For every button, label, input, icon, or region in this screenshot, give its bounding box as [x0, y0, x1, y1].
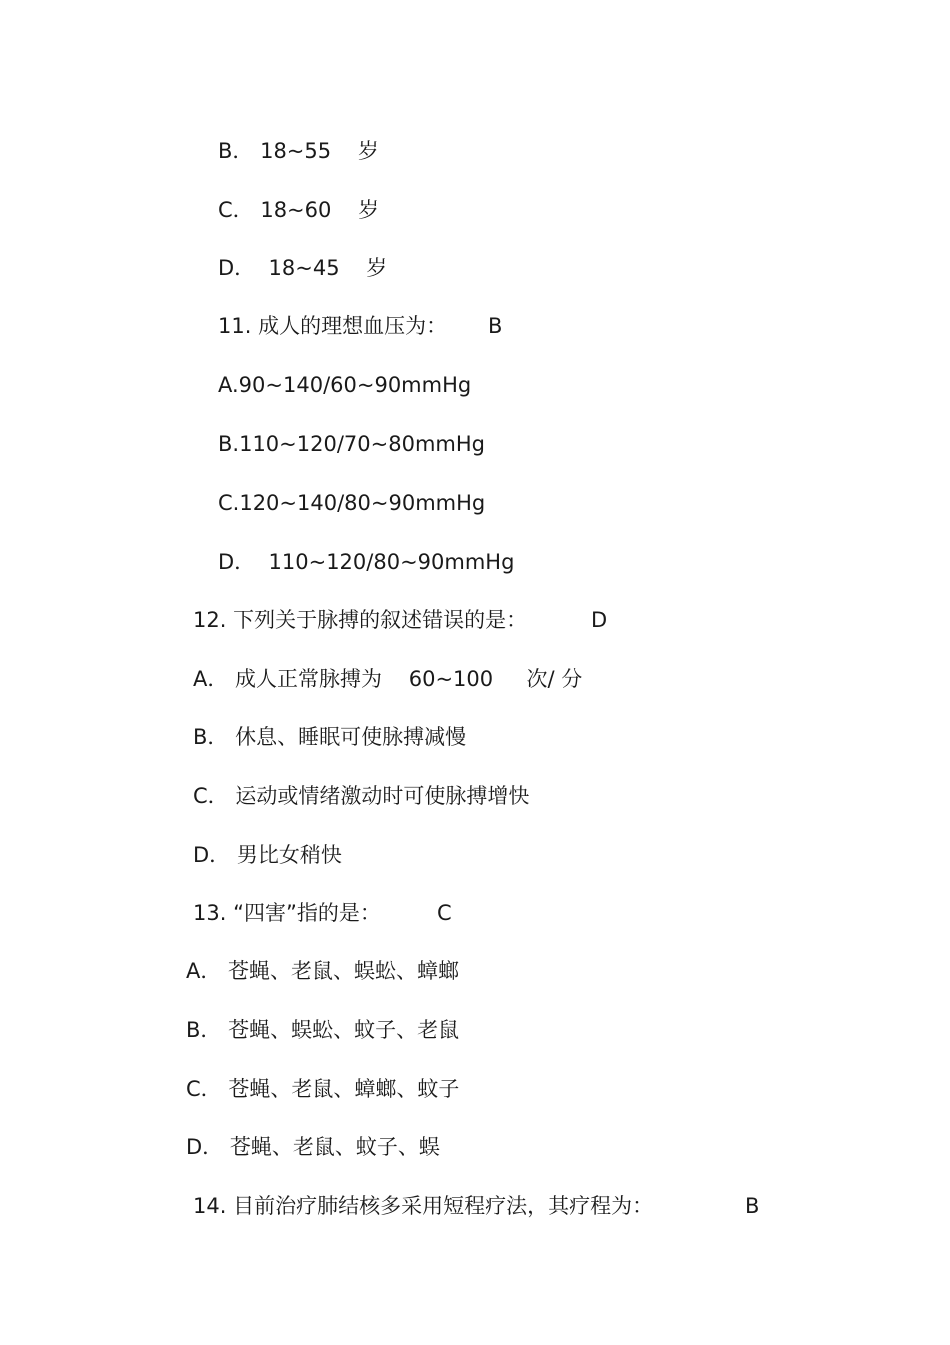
question-11: 11. 成人的理想血压为： — [218, 314, 448, 338]
option-c-q13: C． 苍蝇、老鼠、蟑螂、蚊子 — [186, 1077, 460, 1101]
question-14: 14. 目前治疗肺结核多采用短程疗法，其疗程为： — [193, 1194, 654, 1218]
option-a-q13: A． 苍蝇、老鼠、蜈蚣、蟑螂 — [186, 959, 460, 983]
option-a-q12: A． 成人正常脉搏为 60~100 次/ 分 — [193, 667, 583, 691]
option-d-q12: D． 男比女稍快 — [193, 843, 342, 867]
option-c-q11: C.120~140/80~90mmHg — [218, 491, 486, 515]
answer-12: D — [591, 608, 608, 632]
option-b-age-range: B． 18~55 岁 — [218, 139, 379, 163]
answer-13: C — [437, 901, 452, 925]
option-d-q13: D． 苍蝇、老鼠、蚊子、蜈 — [186, 1135, 440, 1159]
option-b-q12: B． 休息、睡眠可使脉搏减慢 — [193, 725, 467, 749]
option-b-q13: B． 苍蝇、蜈蚣、蚊子、老鼠 — [186, 1018, 460, 1042]
option-c-q12: C． 运动或情绪激动时可使脉搏增快 — [193, 784, 530, 808]
question-12: 12. 下列关于脉搏的叙述错误的是： — [193, 608, 528, 632]
option-b-q11: B.110~120/70~80mmHg — [218, 432, 485, 456]
question-13: 13. “四害”指的是： — [193, 901, 381, 925]
option-d-age-range: D． 18~45 岁 — [218, 256, 388, 280]
answer-11: B — [488, 314, 503, 338]
answer-14: B — [745, 1194, 760, 1218]
option-c-age-range: C． 18~60 岁 — [218, 198, 380, 222]
option-a-q11: A.90~140/60~90mmHg — [218, 373, 472, 397]
option-d-q11: D． 110~120/80~90mmHg — [218, 550, 515, 574]
